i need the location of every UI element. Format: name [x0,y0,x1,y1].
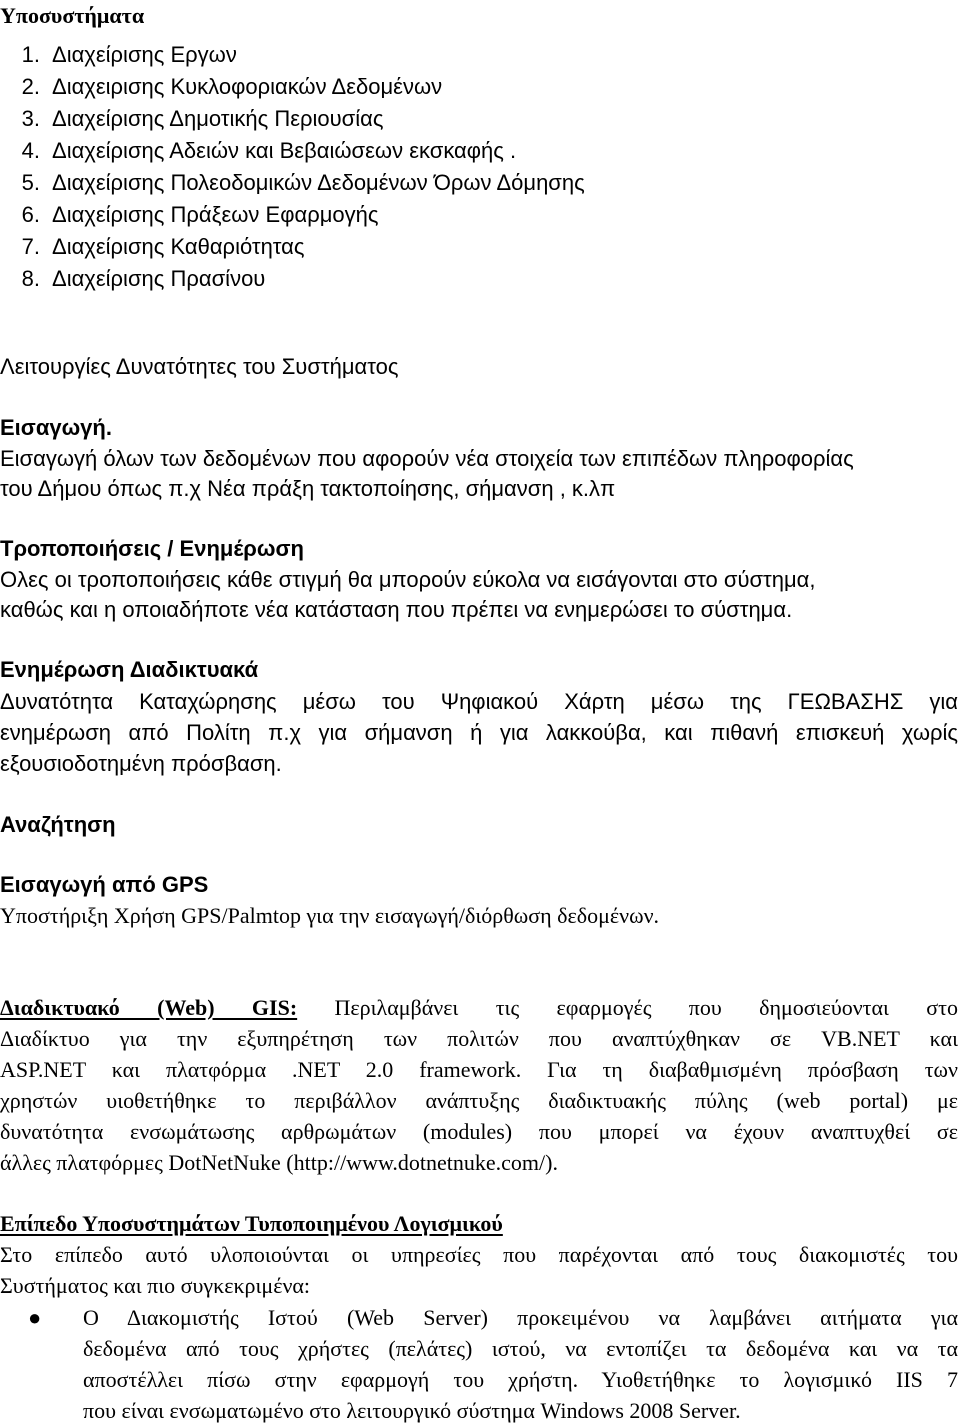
web-gis-line: δυνατότητα ενσωμάτωσης αρθρωμάτων (modules) που μπορεί να έχουν αναπτυχθεί σε [0,1119,958,1144]
subsystems-heading: Υποσυστήματα [0,3,145,28]
list-item: 5. Διαχείρισης Πολεοδομικών Δεδομένων Όρων Δόμησης [21,170,585,195]
bullet-text-line: που είναι ενσωματωμένο στο λειτουργικό σύστημα Windows 2008 Server. [83,1398,741,1423]
bullet-text-line: δεδομένα από τους χρήστες (πελάτες) ιστού, να εντοπίζει τα δεδομένα και να τα [83,1336,958,1361]
gps-text-line: Υποστήριξη Χρήση GPS/Palmtop για την εισαγωγή/διόρθωση δεδομένων. [0,903,660,928]
list-item: 6. Διαχείρισης Πράξεων Εφαρμογής [21,202,379,227]
list-item: 7. Διαχείρισης Καθαριότητας [21,234,305,259]
insert-text-line: Εισαγωγή όλων των δεδομένων που αφορούν νέα στοιχεία των επιπέδων πληροφορίας [0,446,854,471]
functions-title: Λειτουργίες Δυνατότητες του Συστήματος [0,354,399,379]
modify-text-line: καθώς και η οποιαδήποτε νέα κατάσταση που πρέπει να ενημερώσει το σύστημα. [0,597,793,622]
bullet-text-line: Ο Διακομιστής Ιστού (Web Server) προκειμένου να λαμβάνει αιτήματα για [83,1305,958,1330]
software-level-title: Επίπεδο Υποσυστημάτων Τυποποιημένου Λογισμικού [0,1211,503,1236]
list-item: 4. Διαχείρισης Αδειών και Βεβαιώσεων εκσκαφής . [21,138,517,163]
web-gis-title: Διαδικτυακό (Web) GIS: [0,995,298,1020]
web-gis-line: ASP.NET και πλατφόρμα .NET 2.0 framework. Για τη διαβαθμισμένη πρόσβαση των [0,1057,958,1082]
list-item: 3. Διαχείρισης Δημοτικής Περιουσίας [21,106,384,131]
gps-title: Εισαγωγή από GPS [0,872,209,897]
insert-text-line: του Δήμου όπως π.χ Νέα πράξη τακτοποίησης, σήμανση , κ.λπ [0,476,616,501]
list-item: 1. Διαχείρισης Εργων [21,42,237,67]
web-gis-line: άλλες πλατφόρμες DotNetNuke (http://www.dotnetnuke.com/). [0,1150,558,1175]
web-gis-line: Διαδίκτυο για την εξυπηρέτηση των πολιτών που αναπτύχθηκαν σε VB.NET και [0,1026,958,1051]
search-title: Αναζήτηση [0,812,116,837]
web-gis-line: χρηστών υιοθετήθηκε το περιβάλλον ανάπτυξης διαδικτυακής πύλης (web portal) με [0,1088,958,1113]
insert-title: Εισαγωγή. [0,415,112,440]
bullet-icon: ● [28,1305,42,1330]
list-item: 8. Διαχείρισης Πρασίνου [21,266,266,291]
software-level-line: Στο επίπεδο αυτό υλοποιούνται οι υπηρεσίες που παρέχονται από τους διακομιστές του [0,1242,958,1267]
web-gis-line: Διαδικτυακό (Web) GIS: Περιλαμβάνει τις εφαρμογές που δημοσιεύονται στο [0,995,958,1020]
list-item: 2. Διαχειρισης Κυκλοφοριακών Δεδομένων [21,74,443,99]
online-update-text-line: εξουσιοδοτημένη πρόσβαση. [0,751,282,776]
online-update-text-line: ενημέρωση από Πολίτη π.χ για σήμανση ή για λακκούβα, και πιθανή επισκευή χωρίς [0,720,958,745]
software-level-line: Συστήματος και πιο συγκεκριμένα: [0,1273,311,1298]
online-update-text-line: Δυνατότητα Καταχώρησης μέσω του Ψηφιακού Χάρτη μέσω της ΓΕΩΒΑΣΗΣ για [0,689,958,714]
bullet-text-line: αποστέλλει πίσω στην εφαρμογή του χρήστη. Υιοθετήθηκε το λογισμικό IIS 7 [83,1367,958,1392]
modify-title: Τροποποιήσεις / Ενημέρωση [0,536,304,561]
modify-text-line: Ολες οι τροποποιήσεις κάθε στιγμή θα μπορούν εύκολα να εισάγονται στο σύστημα, [0,567,816,592]
online-update-title: Ενημέρωση Διαδικτυακά [0,657,259,682]
